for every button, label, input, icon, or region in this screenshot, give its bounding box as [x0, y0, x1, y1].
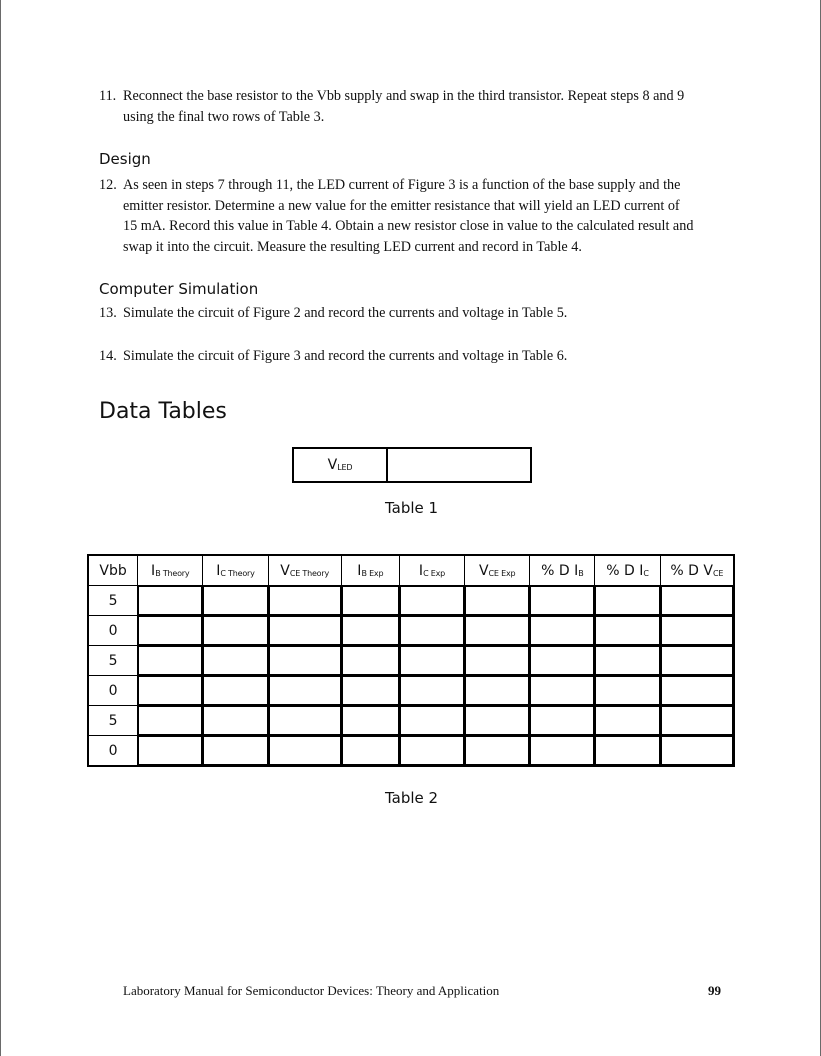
data-cell[interactable]	[203, 646, 268, 676]
data-cell[interactable]	[138, 646, 203, 676]
vled-label: V	[327, 457, 338, 473]
data-cell[interactable]	[660, 736, 734, 767]
data-cell[interactable]	[138, 586, 203, 616]
table-2-caption: Table 2	[385, 789, 439, 807]
table-row	[88, 586, 734, 616]
data-cell[interactable]	[465, 586, 530, 616]
data-cell[interactable]	[399, 676, 464, 706]
step-number: 14.	[99, 348, 117, 364]
data-cell[interactable]	[399, 646, 464, 676]
header-vce-exp: $V_{CE Exp}$	[465, 555, 530, 586]
data-cell[interactable]	[399, 736, 464, 767]
data-cell[interactable]	[138, 706, 203, 736]
footer-title: Laboratory Manual for Semiconductor Devices: Theory and Application	[123, 983, 500, 998]
data-cell[interactable]	[530, 706, 595, 736]
data-cell[interactable]	[341, 736, 399, 767]
data-cell[interactable]	[138, 736, 203, 767]
vled-subscript: LED	[337, 463, 353, 472]
data-cell[interactable]	[203, 616, 268, 646]
step-number: 13.	[99, 305, 117, 321]
table-row	[88, 706, 734, 736]
table-1-caption: Table 1	[385, 499, 439, 517]
data-cell[interactable]	[595, 706, 660, 736]
data-cell[interactable]	[341, 706, 399, 736]
header-vce-theory: $V_{CE Theory}$	[268, 555, 341, 586]
data-cell[interactable]	[530, 736, 595, 767]
design-heading: Design	[99, 150, 151, 168]
data-cell[interactable]	[341, 616, 399, 646]
step-text-line: 15 mA. Record this value in Table 4. Obtain a new resistor close in value to the calculated result and	[123, 218, 694, 234]
data-cell[interactable]	[268, 616, 341, 646]
data-cell[interactable]	[399, 616, 464, 646]
step-text-line: using the final two rows of Table 3.	[123, 108, 325, 125]
data-cell[interactable]	[465, 676, 530, 706]
computer-simulation-heading: Computer Simulation	[99, 280, 259, 298]
data-cell[interactable]	[660, 616, 734, 646]
data-cell[interactable]	[465, 736, 530, 767]
header-ic-exp: $I_{C Exp}$	[399, 555, 464, 586]
data-cell[interactable]	[203, 736, 268, 767]
header-pct-diff-ic: % D $I_C$	[595, 555, 660, 586]
header-ic-theory: $I_{C Theory}$	[203, 555, 268, 586]
data-cell[interactable]	[341, 586, 399, 616]
step-number: 11.	[99, 88, 117, 104]
data-cell[interactable]	[595, 616, 660, 646]
vbb-cell: 5	[88, 706, 138, 736]
data-cell[interactable]	[465, 616, 530, 646]
data-tables-heading: Data Tables	[99, 399, 227, 424]
data-cell[interactable]	[203, 706, 268, 736]
step-text-line: Simulate the circuit of Figure 2 and record the currents and voltage in Table 5.	[123, 305, 568, 321]
vbb-cell: 0	[88, 736, 138, 767]
step-text-line: Reconnect the base resistor to the Vbb supply and swap in the third transistor. Repeat steps 8 and 9	[123, 88, 685, 104]
data-cell[interactable]	[341, 646, 399, 676]
data-cell[interactable]	[465, 646, 530, 676]
data-cell[interactable]	[530, 646, 595, 676]
table-row	[88, 736, 734, 767]
data-cell[interactable]	[595, 676, 660, 706]
data-cell[interactable]	[660, 646, 734, 676]
vbb-cell: 0	[88, 676, 138, 706]
header-pct-diff-ib: % D $I_B$	[530, 555, 595, 586]
page-number: 99	[708, 983, 721, 998]
table-row	[88, 616, 734, 646]
data-cell[interactable]	[268, 586, 341, 616]
data-cell[interactable]	[138, 676, 203, 706]
data-cell[interactable]	[399, 586, 464, 616]
data-cell[interactable]	[138, 616, 203, 646]
vbb-cell: 5	[88, 586, 138, 616]
data-cell[interactable]	[268, 646, 341, 676]
vbb-cell: 0	[88, 616, 138, 646]
table-header-row	[88, 555, 734, 586]
step-text-line: emitter resistor. Determine a new value for the emitter resistance that will yield an LED current of	[123, 197, 680, 214]
data-cell[interactable]	[399, 706, 464, 736]
data-cell[interactable]	[341, 676, 399, 706]
data-cell[interactable]	[660, 706, 734, 736]
header-pct-diff-vce: % D $V_{CE}$	[660, 555, 734, 586]
step-text-line: swap it into the circuit. Measure the resulting LED current and record in Table 4.	[123, 238, 582, 255]
table-1	[292, 447, 532, 483]
data-cell[interactable]	[268, 736, 341, 767]
header-ib-exp: $I_{B Exp}$	[341, 555, 399, 586]
data-cell[interactable]	[530, 616, 595, 646]
vled-value-cell[interactable]	[388, 449, 530, 481]
step-number: 12.	[99, 177, 117, 193]
data-cell[interactable]	[465, 706, 530, 736]
table-row	[88, 676, 734, 706]
data-cell[interactable]	[660, 676, 734, 706]
data-cell[interactable]	[530, 586, 595, 616]
header-vbb: Vbb	[88, 555, 138, 586]
table-row	[88, 646, 734, 676]
data-cell[interactable]	[530, 676, 595, 706]
header-ib-theory: $I_{B Theory}$	[138, 555, 203, 586]
data-cell[interactable]	[595, 646, 660, 676]
step-text-line: As seen in steps 7 through 11, the LED current of Figure 3 is a function of the base supply and the	[123, 177, 681, 193]
data-cell[interactable]	[268, 706, 341, 736]
data-cell[interactable]	[203, 586, 268, 616]
data-cell[interactable]	[660, 586, 734, 616]
data-cell[interactable]	[268, 676, 341, 706]
table-2	[87, 554, 735, 767]
data-cell[interactable]	[595, 586, 660, 616]
vled-label-cell	[294, 449, 388, 481]
vbb-cell: 5	[88, 646, 138, 676]
data-cell[interactable]	[595, 736, 660, 767]
step-text-line: Simulate the circuit of Figure 3 and record the currents and voltage in Table 6.	[123, 348, 568, 364]
data-cell[interactable]	[203, 676, 268, 706]
